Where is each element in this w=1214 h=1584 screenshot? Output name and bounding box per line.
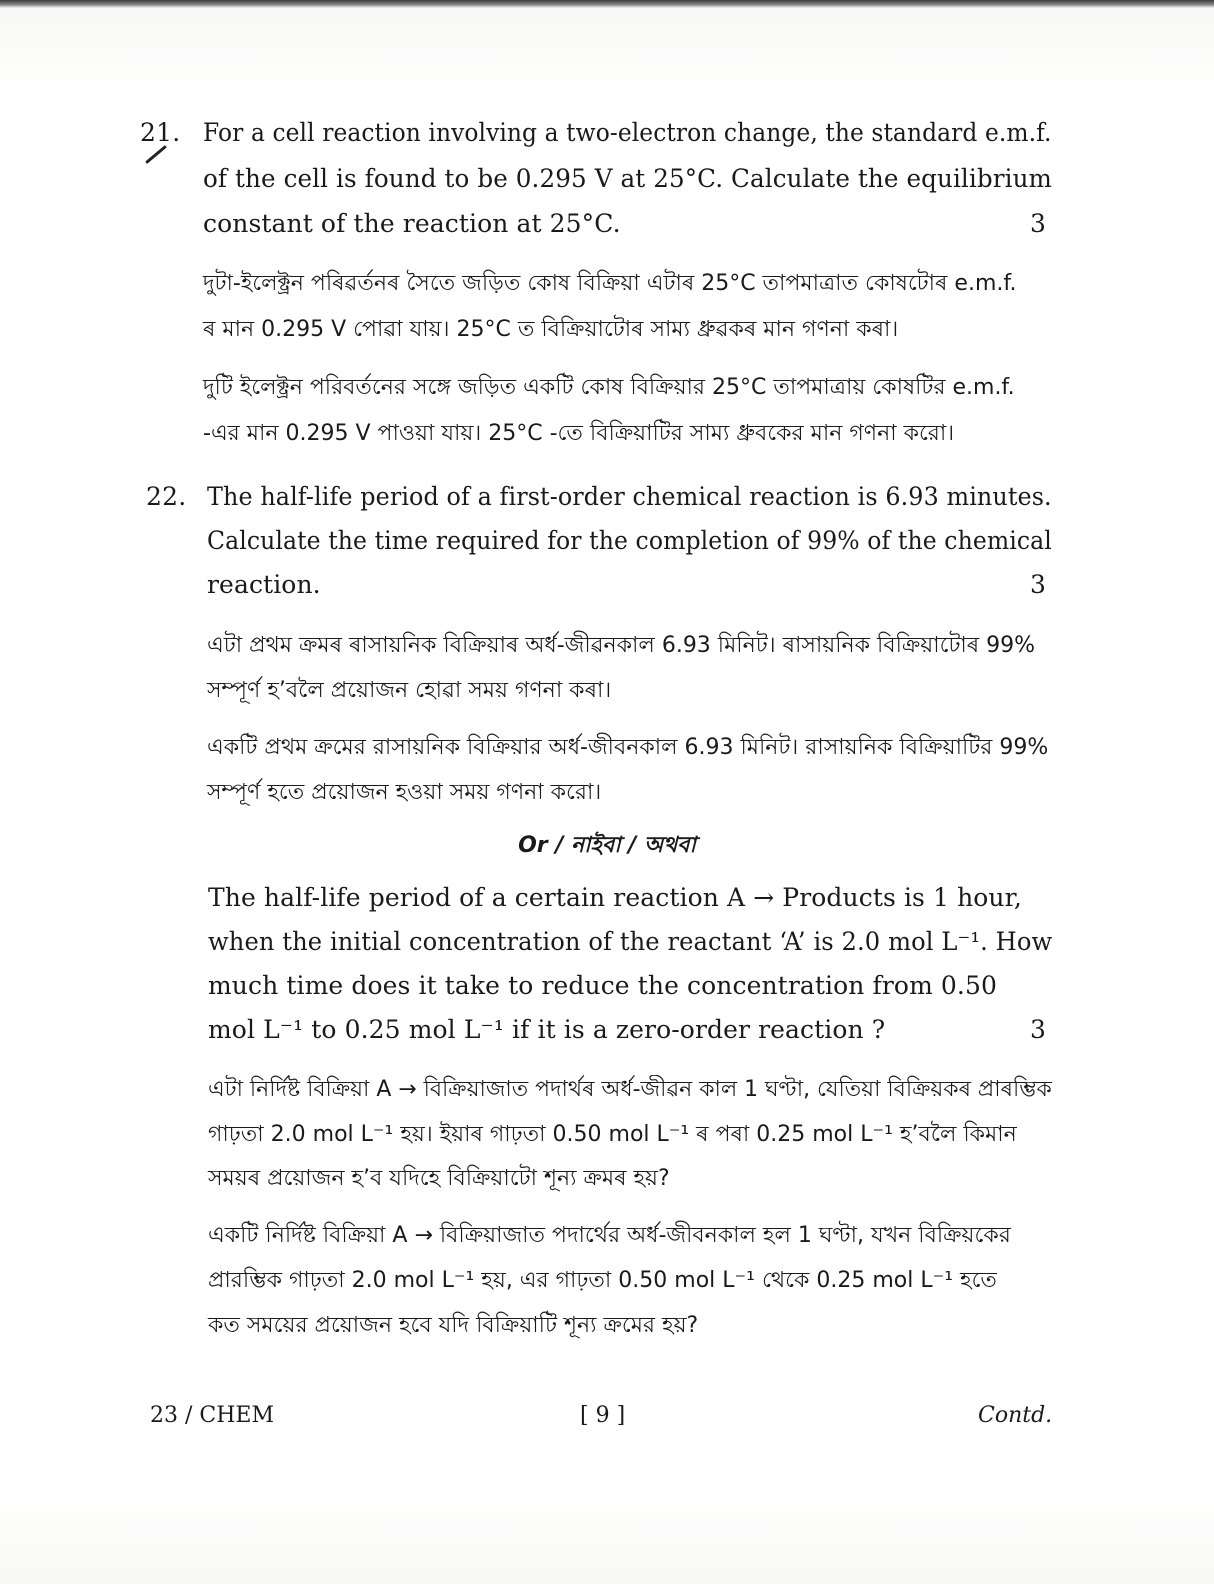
english-line: Calculate the time required for the completion of 99% of the chemical [207, 526, 1052, 555]
footer-page-number: [ 9 ] [580, 1403, 626, 1428]
bengali-line: দুটি ইলেক্ট্রন পরিবর্তনের সঙ্গে জড়িত একটি কোষ বিক্রিয়ার 25°C তাপমাত্রায় কোষটির e.m.f. [203, 375, 1015, 400]
english-line: reaction. [207, 570, 321, 599]
english-line: much time does it take to reduce the concentration from 0.50 [208, 971, 997, 1000]
assamese-line: সম্পূৰ্ণ হ’বলৈ প্ৰয়োজন হোৱা সময় গণনা কৰা। [207, 678, 612, 703]
assamese-line: ৰ মান 0.295 V পোৱা যায়। 25°C ত বিক্ৰিয়াটোৰ সাম্য ধ্ৰুৱকৰ মান গণনা কৰা। [203, 317, 899, 342]
english-line: For a cell reaction involving a two-electron change, the standard e.m.f. [203, 118, 1052, 147]
question-number: 21. [140, 118, 181, 147]
english-line: mol L⁻¹ to 0.25 mol L⁻¹ if it is a zero-order reaction ? [208, 1015, 886, 1044]
english-line: The half-life period of a first-order chemical reaction is 6.93 minutes. [207, 482, 1052, 511]
bengali-line: একটি নির্দিষ্ট বিক্রিয়া A → বিক্রিয়াজাত পদার্থের অর্ধ-জীবনকাল হল 1 ঘণ্টা, যখন বিক্রিয়কের [208, 1223, 1011, 1248]
english-line: of the cell is found to be 0.295 V at 25°C. Calculate the equilibrium [203, 164, 1052, 193]
bengali-line: একটি প্রথম ক্রমের রাসায়নিক বিক্রিয়ার অর্ধ-জীবনকাল 6.93 মিনিট। রাসায়নিক বিক্রিয়াটির 99% [207, 735, 1049, 760]
page-top-edge [0, 0, 1214, 8]
assamese-line: দুটা-ইলেক্ট্ৰন পৰিৱৰ্তনৰ সৈতে জড়িত কোষ বিক্ৰিয়া এটাৰ 25°C তাপমাত্ৰাত কোষটোৰ e.m.f. [203, 271, 1017, 296]
bengali-line: প্রারম্ভিক গাঢ়তা 2.0 mol L⁻¹ হয়, এর গাঢ়তা 0.50 mol L⁻¹ থেকে 0.25 mol L⁻¹ হতে [208, 1268, 997, 1293]
footer-paper-code: 23 / CHEM [150, 1403, 274, 1428]
english-line: when the initial concentration of the reactant ‘A’ is 2.0 mol L⁻¹. How [208, 927, 1053, 956]
english-line: constant of the reaction at 25°C. [203, 209, 621, 238]
assamese-line: এটা প্ৰথম ক্ৰমৰ ৰাসায়নিক বিক্ৰিয়াৰ অৰ্ধ-জীৱনকাল 6.93 মিনিট। ৰাসায়নিক বিক্ৰিয়াটোৰ 99% [207, 633, 1036, 658]
marks: 3 [1030, 570, 1046, 599]
or-divider: Or / নাইবা / অথবা [518, 833, 696, 858]
bengali-line: সম্পূর্ণ হতে প্রয়োজন হওয়া সময় গণনা করো। [207, 780, 602, 805]
bengali-line: -এর মান 0.295 V পাওয়া যায়। 25°C -তে বিক্রিয়াটির সাম্য ধ্রুবকের মান গণনা করো। [203, 421, 955, 446]
handwritten-tick-icon [145, 145, 167, 164]
footer-contd: Contd. [978, 1403, 1053, 1428]
assamese-line: সময়ৰ প্ৰয়োজন হ’ব যদিহে বিক্ৰিয়াটো শূন্য ক্ৰমৰ হয়? [208, 1166, 670, 1191]
assamese-line: গাঢ়তা 2.0 mol L⁻¹ হয়। ইয়াৰ গাঢ়তা 0.50 mol L⁻¹ ৰ পৰা 0.25 mol L⁻¹ হ’বলৈ কিমান [208, 1122, 1017, 1147]
assamese-line: এটা নিৰ্দিষ্ট বিক্ৰিয়া A → বিক্ৰিয়াজাত পদাৰ্থৰ অৰ্ধ-জীৱন কাল 1 ঘণ্টা, যেতিয়া বিক্ৰিয়কৰ প্ৰাৰম্ভিক [208, 1077, 1052, 1102]
marks: 3 [1030, 209, 1046, 238]
bengali-line: কত সময়ের প্রয়োজন হবে যদি বিক্রিয়াটি শূন্য ক্রমের হয়? [208, 1313, 699, 1338]
marks: 3 [1030, 1015, 1046, 1044]
question-number: 22. [146, 482, 187, 511]
english-line: The half-life period of a certain reaction A → Products is 1 hour, [208, 883, 1022, 912]
